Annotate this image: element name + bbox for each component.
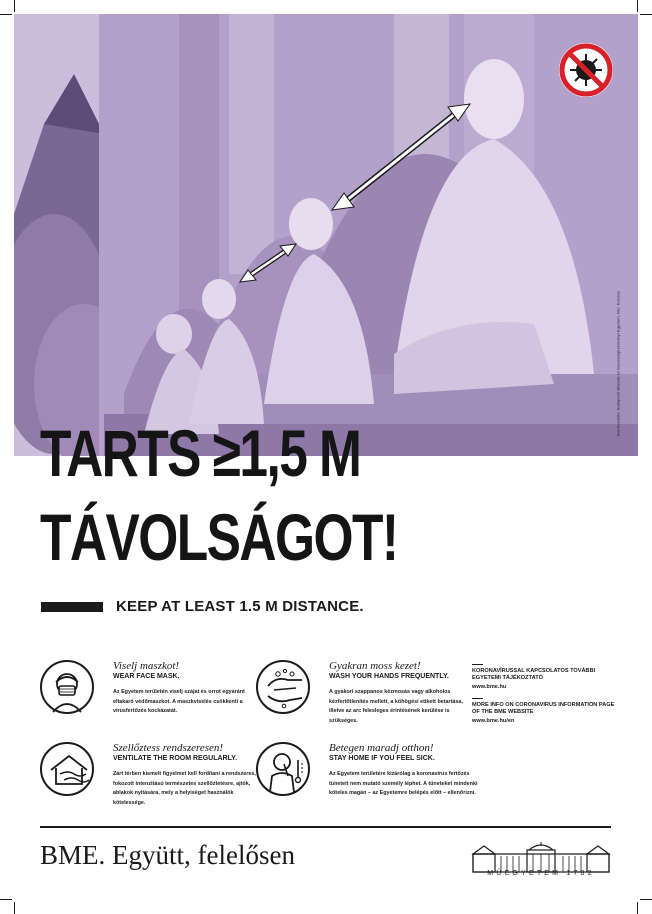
- info-hu-label: KORONAVÍRUSSAL KAPCSOLATOS TOVÁBBI EGYETEMI TÁJÉKOZTATÓ: [472, 668, 596, 681]
- logo-caption: MŰEGYETEM 1782: [487, 870, 595, 877]
- crop-mark: [637, 902, 638, 914]
- tip-body: Az Egyetem területén viselj szájat és orrot egyaránt eltakaró védőmaszkot. A maszkviselés csökkenti a vírusfertőzés kockázatát.: [113, 689, 245, 715]
- hero-photo: [14, 14, 638, 456]
- statues-illustration: [14, 14, 638, 456]
- sick-person-icon: [256, 742, 310, 796]
- headline-line-1: TARTS ≥1,5 M: [40, 416, 361, 490]
- footer-slogan: BME. Együtt, felelősen: [40, 840, 295, 870]
- crop-mark: [0, 14, 12, 15]
- headline-line-2: TÁVOLSÁGOT!: [40, 500, 398, 574]
- tip-title: Viselj maszkot!: [113, 660, 180, 672]
- tip-title: Gyakran moss kezet!: [329, 660, 421, 672]
- tip-body: Zárt térben kiemelt figyelmet kell fordítani a rendszeres, fokozott intenzitású természetes szellőztetésre, ajtók, ablakok nyitására, mely a helyiséget használók kötelessége.: [113, 771, 256, 806]
- info-hu-link[interactable]: www.bme.hu: [472, 684, 507, 690]
- hand-washing-icon: [256, 660, 310, 714]
- footer-rule: [40, 826, 611, 828]
- crop-mark: [14, 0, 15, 12]
- subheadline-bar: [41, 602, 103, 612]
- info-en-link[interactable]: www.bme.hu/en: [472, 718, 515, 724]
- tip-body: A gyakori szappanos kézmosás vagy alkoholos kézfertőtlenítés mellett, a köhögési etikett betartása, illetve az arc felesleges érintésének kerülése is szükséges.: [329, 689, 463, 724]
- no-coronavirus-icon: [559, 43, 613, 97]
- tip-body: Az Egyetem területére kizárólag a koronavírus fertőzés tüneteit nem mutató személy léphet. A tüneteket mindenki köteles magán – az Egyetemre belépés előtt – ellenőrizni.: [329, 771, 478, 797]
- tip-subtitle: STAY HOME IF YOU FEEL SICK.: [329, 755, 435, 762]
- tip-subtitle: WEAR FACE MASK.: [113, 673, 180, 680]
- tip-subtitle: WASH YOUR HANDS FREQUENTLY.: [329, 673, 449, 680]
- crop-mark: [14, 902, 15, 914]
- crop-mark: [640, 899, 652, 900]
- subheadline: KEEP AT LEAST 1.5 M DISTANCE.: [116, 598, 364, 615]
- ventilation-icon: [40, 742, 94, 796]
- tip-subtitle: VENTILATE THE ROOM REGULARLY.: [113, 755, 238, 762]
- info-rule: [472, 698, 483, 699]
- info-en-label: MORE INFO ON CORONAVIRUS INFORMATION PAGE OF THE BME WEBSITE: [472, 702, 615, 715]
- photo-credit: Szerkesztette: Budapesti Műszaki és Gazdaságtudományi Egyetem, fotó: Kolossa: [615, 291, 621, 437]
- crop-mark: [0, 899, 12, 900]
- crop-mark: [637, 0, 638, 12]
- crop-mark: [640, 14, 652, 15]
- tip-title: Szellőztess rendszeresen!: [113, 742, 224, 754]
- tip-title: Betegen maradj otthon!: [329, 742, 434, 754]
- info-rule: [472, 664, 483, 665]
- face-mask-icon: [40, 660, 94, 714]
